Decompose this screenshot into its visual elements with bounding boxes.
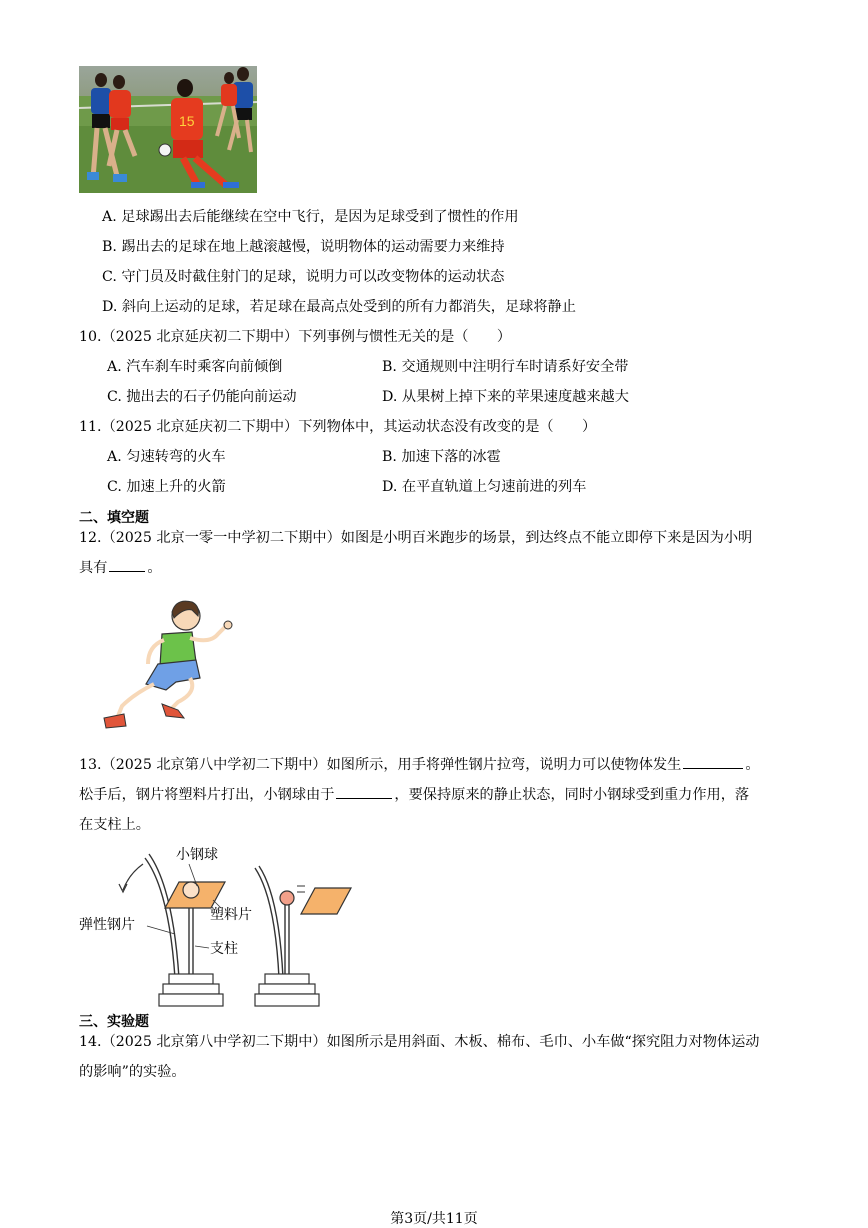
q13-line1 <box>79 755 760 775</box>
q10-option-c: C. 抛出去的石子仍能向前运动 <box>107 389 297 405</box>
q10-option-d: D. 从果树上掉下来的苹果速度越来越大 <box>382 389 629 405</box>
section-heading-fill-in: 二、填空题 <box>79 510 149 526</box>
soccer-photo <box>79 66 257 193</box>
q12-text-pre: 具有 <box>79 560 108 576</box>
page-footer: 第3页/共11页 <box>390 1211 478 1227</box>
q13-line2-pre: 松手后，钢片将塑料片打出，小钢球由于 <box>79 787 335 803</box>
q13-answer-blank-2[interactable] <box>336 797 392 799</box>
q12-text-post: 。 <box>147 560 162 576</box>
q9-option-c: C. 守门员及时截住射门的足球，说明力可以改变物体的运动状态 <box>102 269 505 285</box>
q10-option-b: B. 交通规则中注明行车时请系好安全带 <box>382 359 629 375</box>
runner-figure <box>100 598 240 734</box>
q12-line2 <box>79 558 162 578</box>
q11-option-d: D. 在平直轨道上匀速前进的列车 <box>382 479 587 495</box>
q13-line2 <box>79 785 749 805</box>
q13-answer-blank-1[interactable] <box>683 767 743 769</box>
label-pillar: 支柱 <box>210 941 238 957</box>
q9-option-a: A. 足球踢出去后能继续在空中飞行，是因为足球受到了惯性的作用 <box>102 209 519 225</box>
q13-line1-pre: 13.（2025 北京第八中学初二下期中）如图所示，用手将弹性钢片拉弯，说明力可以使物体发生 <box>79 757 682 773</box>
q13-line1-post: 。 <box>745 757 760 773</box>
q13-line3: 在支柱上。 <box>79 817 150 833</box>
q9-option-d: D. 斜向上运动的足球，若足球在最高点处受到的所有力都消失，足球将静止 <box>102 299 576 315</box>
q10-stem: 10.（2025 北京延庆初二下期中）下列事例与惯性无关的是（ ） <box>79 329 512 345</box>
q14-line1: 14.（2025 北京第八中学初二下期中）如图所示是用斜面、木板、棉布、毛巾、小车做“探究阻力对物体运动 <box>79 1034 760 1050</box>
q14-line2: 的影响”的实验。 <box>79 1064 186 1080</box>
q10-option-a: A. 汽车刹车时乘客向前倾倒 <box>107 359 283 375</box>
label-plastic-sheet: 塑料片 <box>210 907 252 923</box>
label-small-steel-ball: 小钢球 <box>176 847 218 863</box>
steel-strip-figure <box>79 838 359 1010</box>
label-elastic-steel-strip: 弹性钢片 <box>79 917 135 933</box>
svg-text:15: 15 <box>179 113 195 129</box>
section-heading-experiment: 三、实验题 <box>79 1014 149 1030</box>
q11-option-b: B. 加速下落的冰雹 <box>382 449 501 465</box>
q12-line1: 12.（2025 北京一零一中学初二下期中）如图是小明百米跑步的场景，到达终点不能立即停下来是因为小明 <box>79 530 753 546</box>
q12-answer-blank[interactable] <box>109 570 145 572</box>
q9-option-b: B. 踢出去的足球在地上越滚越慢，说明物体的运动需要力来维持 <box>102 239 505 255</box>
q11-option-c: C. 加速上升的火箭 <box>107 479 226 495</box>
q13-line2-post: ，要保持原来的静止状态，同时小钢球受到重力作用，落 <box>394 787 750 803</box>
q11-option-a: A. 匀速转弯的火车 <box>107 449 226 465</box>
q11-stem: 11.（2025 北京延庆初二下期中）下列物体中，其运动状态没有改变的是（ ） <box>79 419 597 435</box>
